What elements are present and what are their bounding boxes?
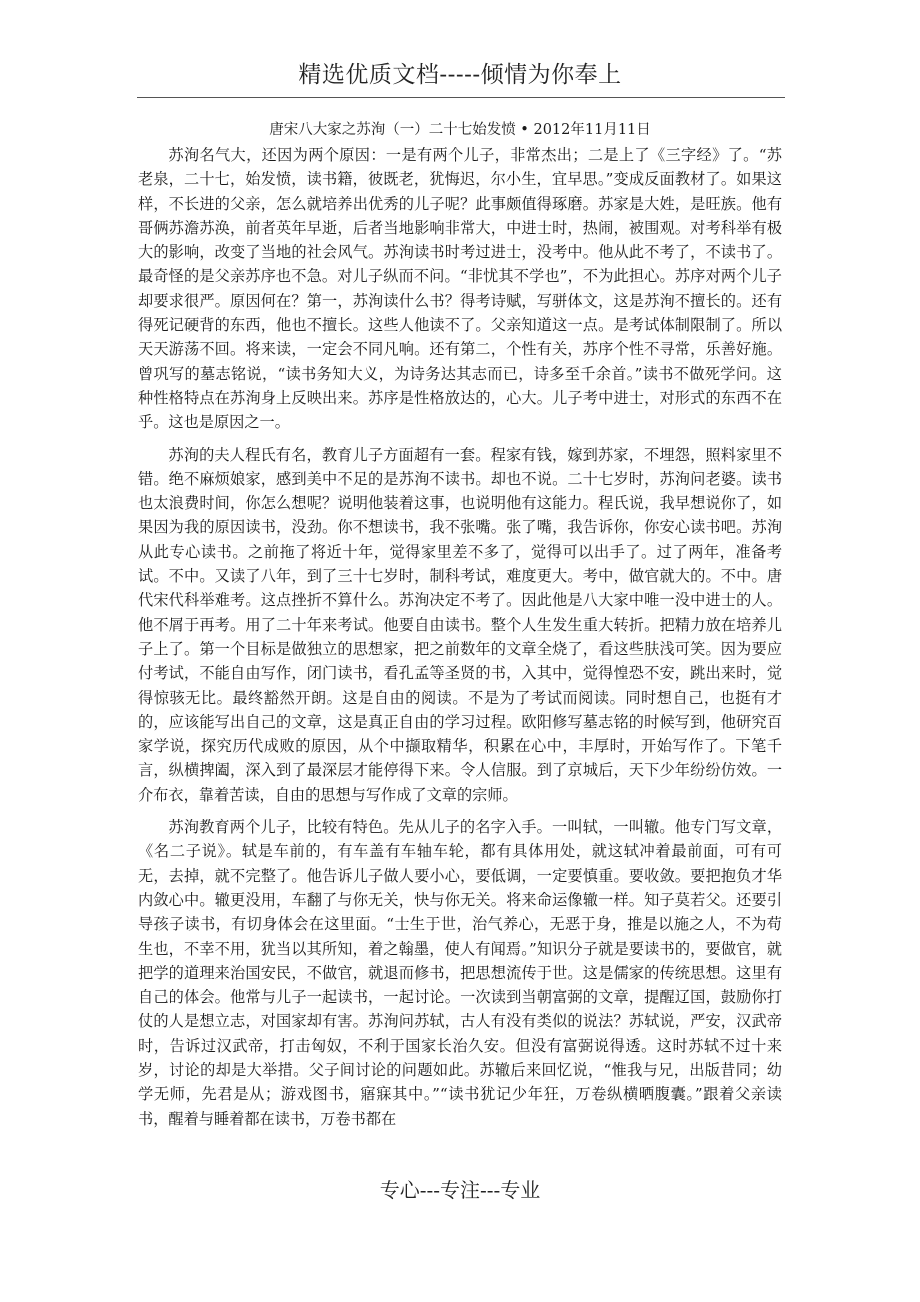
article-title: 唐宋八大家之苏洵（一）二十七始发愤 • 2012年11月11日: [269, 122, 651, 138]
page-footer: 专心---专注---专业: [379, 1178, 541, 1202]
article-body: [138, 117, 782, 1139]
paragraph-3: 苏洵教育两个儿子，比较有特色。先从儿子的名字入手。一叫轼，一叫辙。他专门写文章，《名二子说》。轼是车前的，有车盖有车轴车轮，都有具体用处，就这轼冲着最前面，可有可无，去掉，就不完整了。他告诉儿子做人要小心，要低调，一定要慎重。要收敛。要把抱负才华内敛心中。辙更没用，车翻了与你无关，快与你无关。将来命运像辙一样。知子莫若父。还要引导孩子读书，有切身体会在这里面。“士生于世，治气养心，无恶于身，推是以施之人，不为苟生也，不幸不用，犹当以其所知，着之翰墨，使人有闻焉。”知识分子就是要读书的，要做官，就把学的道理来治国安民，不做官，就退而修书，把思想流传于世。这是儒家的传统思想。这里有自己的体会。他常与儿子一起读书，一起讨论。一次读到当朝富弼的文章，提醒辽国，鼓励你打仗的人是想立志，对国家却有害。苏洵问苏轼，古人有没有类似的说法？苏轼说，严安，汉武帝时，告诉过汉武帝，打击匈奴，不利于国家长治久安。但没有富弼说得透。这时苏轼不过十来岁，讨论的却是大举措。父子间讨论的问题如此。苏辙后来回忆说，“惟我与兄，出版昔同；幼学无师，先君是从；游戏图书，寤寐其中。”“读书犹记少年狂，万卷纵横晒腹囊。”跟着父亲读书，醒着与睡着都在读书，万卷书都在: [138, 818, 782, 1128]
paragraph-2: 苏洵的夫人程氏有名，教育儿子方面超有一套。程家有钱，嫁到苏家，不埋怨，照料家里不错。绝不麻烦娘家，感到美中不足的是苏洵不读书。却也不说。二十七岁时，苏洵问老婆。读书也太浪费时间，你怎么想呢？说明他装着这事，也说明他有这能力。程氏说，我早想说你了，如果因为我的原因读书，没劲。你不想读书，我不张嘴。张了嘴，我告诉你，你安心读书吧。苏洵从此专心读书。之前拖了将近十年，觉得家里差不多了，觉得可以出手了。过了两年，准备考试。不中。又读了八年，到了三十七岁时，制科考试，难度更大。考中，做官就大的。不中。唐代宋代科举难考。这点挫折不算什么。苏洵决定不考了。因此他是八大家中唯一没中进士的人。他不屑于再考。用了二十年来考试。他要自由读书。整个人生发生重大转折。把精力放在培养儿子上了。第一个目标是做独立的思想家，把之前数年的文章全烧了，看这些肤浅可笑。因为要应付考试，不能自由写作，闭门读书，看孔孟等圣贤的书，入其中，觉得惶恐不安，跳出来时，觉得惊骇无比。最终豁然开朗。这是自由的阅读。不是为了考试而阅读。同时想自己，也挺有才的，应该能写出自己的文章，这是真正自由的学习过程。欧阳修写墓志铭的时候写到，他研究百家学说，探究历代成败的原因，从个中撷取精华，积累在心中，丰厚时，开始写作了。下笔千言，纵横捭阖，深入到了最深层才能停得下来。令人信服。到了京城后，天下少年纷纷仿效。一介布衣，靠着苦读，自由的思想与写作成了文章的宗师。: [138, 445, 782, 804]
page-header: 精选优质文档-----倾情为你奉上: [298, 62, 622, 88]
header-divider: [137, 97, 785, 98]
paragraph-1: 苏洵名气大，还因为两个原因：一是有两个儿子，非常杰出；二是上了《三字经》了。“苏老泉，二十七，始发愤，读书籍，彼既老，犹悔迟，尔小生，宜早思。”变成反面教材了。如果这样，不长进的父亲，怎么就培养出优秀的儿子呢？此事颇值得琢磨。苏家是大姓，是旺族。他有哥俩苏澹苏涣，前者英年早逝，后者当地影响非常大，中进士时，热闹，被围观。对考科举有极大的影响，改变了当地的社会风气。苏洵读书时考过进士，没考中。他从此不考了，不读书了。最奇怪的是父亲苏序也不急。对儿子纵而不问。“非忧其不学也”，不为此担心。苏序对两个儿子却要求很严。原因何在？第一，苏洵读什么书？得考诗赋，写骈体文，这是苏洵不擅长的。还有得死记硬背的东西，他也不擅长。这些人他读不了。父亲知道这一点。是考试体制限制了。所以天天游荡不回。将来读，一定会不同凡响。还有第二，个性有关，苏序个性不寻常，乐善好施。曾巩写的墓志铭说，“读书务知大义，为诗务达其志而已，诗多至千余首。”读书不做死学问。这种性格特点在苏洵身上反映出来。苏序是性格放达的，心大。儿子考中进士，对形式的东西不在乎。这也是原因之一。: [138, 146, 782, 432]
